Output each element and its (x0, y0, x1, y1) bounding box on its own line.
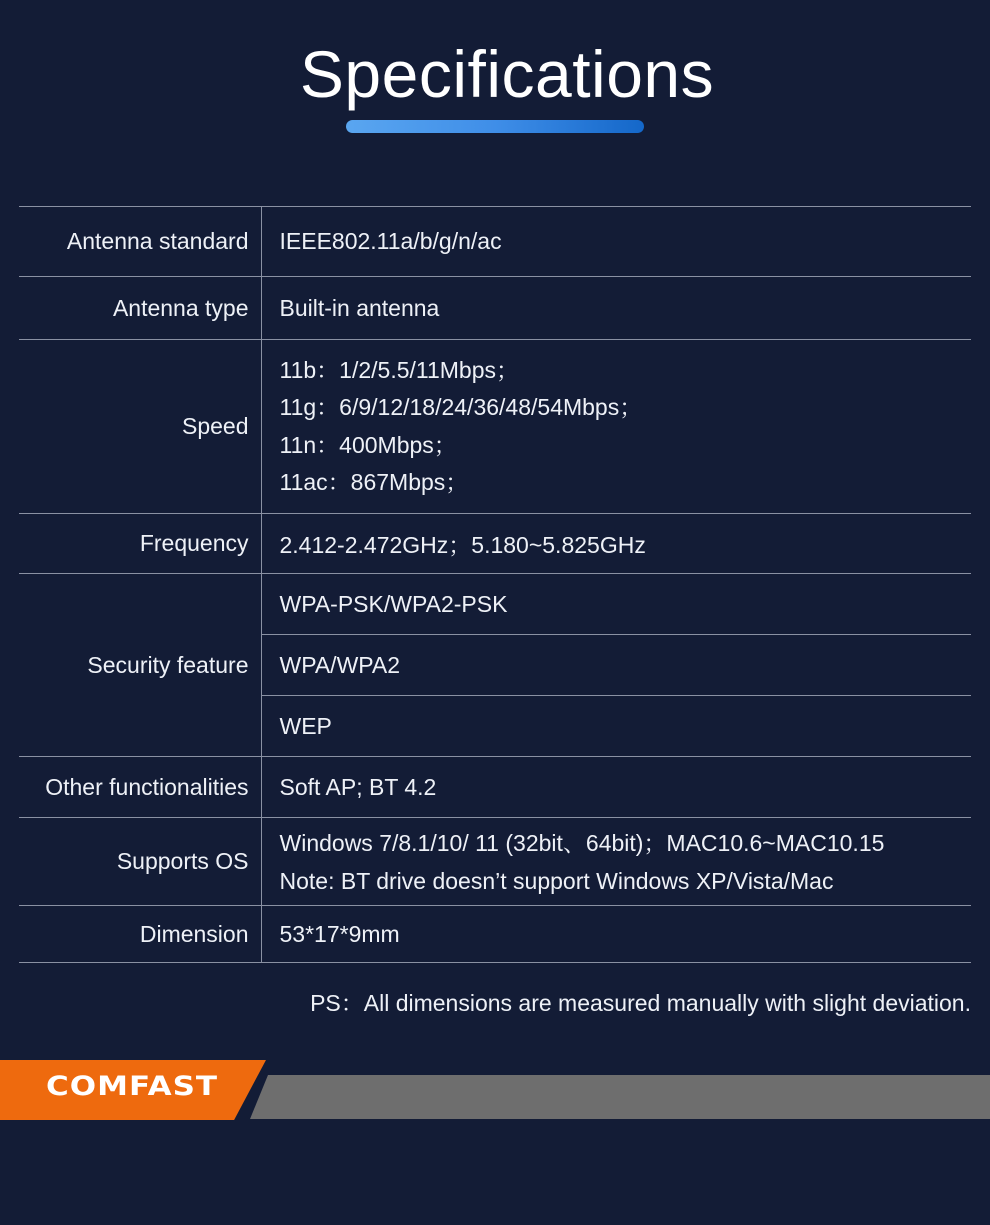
table-row (19, 514, 971, 574)
spec-label: Frequency (19, 514, 261, 574)
page-title: Specifications (299, 37, 715, 111)
spec-label: Speed (19, 340, 261, 514)
spec-value: Soft AP; BT 4.2 (261, 757, 971, 818)
table-row (19, 277, 971, 340)
spec-label: Security feature (19, 574, 261, 757)
spec-value: 53*17*9mm (261, 906, 971, 963)
speed-line-11b: 11b：1/2/5.5/11Mbps； (279, 356, 520, 383)
brand-logo: COMFAST (46, 1071, 219, 1102)
spec-value: 2.412-2.472GHz；5.180~5.825GHz (261, 514, 971, 574)
spec-value-security-3: WEP (261, 696, 971, 757)
footer-gray-bar (250, 1075, 990, 1119)
spec-value-security-2: WPA/WPA2 (261, 635, 971, 696)
os-line-note: Note: BT drive doesn’t support Windows XP/Vista/Mac (279, 867, 834, 894)
table-row (19, 818, 971, 906)
table-row (19, 906, 971, 963)
spec-label: Antenna standard (19, 207, 261, 277)
table-row (19, 757, 971, 818)
spec-value-speed (261, 340, 971, 514)
title-underline (346, 120, 644, 133)
table-row (19, 340, 971, 514)
speed-line-11ac: 11ac：867Mbps； (279, 469, 469, 495)
table-row (19, 574, 971, 635)
spec-label: Supports OS (19, 818, 261, 906)
spec-value: Built-in antenna (261, 277, 971, 340)
spec-value: IEEE802.11a/b/g/n/ac (261, 207, 971, 277)
table-row (19, 207, 971, 277)
spec-label: Antenna type (19, 277, 261, 340)
specifications-table (19, 206, 971, 963)
speed-line-11n: 11n：400Mbps； (279, 431, 457, 458)
spec-label: Dimension (19, 906, 261, 963)
spec-value-os (261, 818, 971, 906)
speed-line-11g: 11g：6/9/12/18/24/36/48/54Mbps； (279, 394, 643, 420)
spec-value-security-1: WPA-PSK/WPA2-PSK (261, 574, 971, 635)
spec-label: Other functionalities (19, 757, 261, 818)
os-line-windows: Windows 7/8.1/10/ 11 (32bit、64bit)；MAC10.6~MAC10.15 (279, 829, 885, 856)
footnote: PS：All dimensions are measured manually with slight deviation. (310, 990, 971, 1016)
